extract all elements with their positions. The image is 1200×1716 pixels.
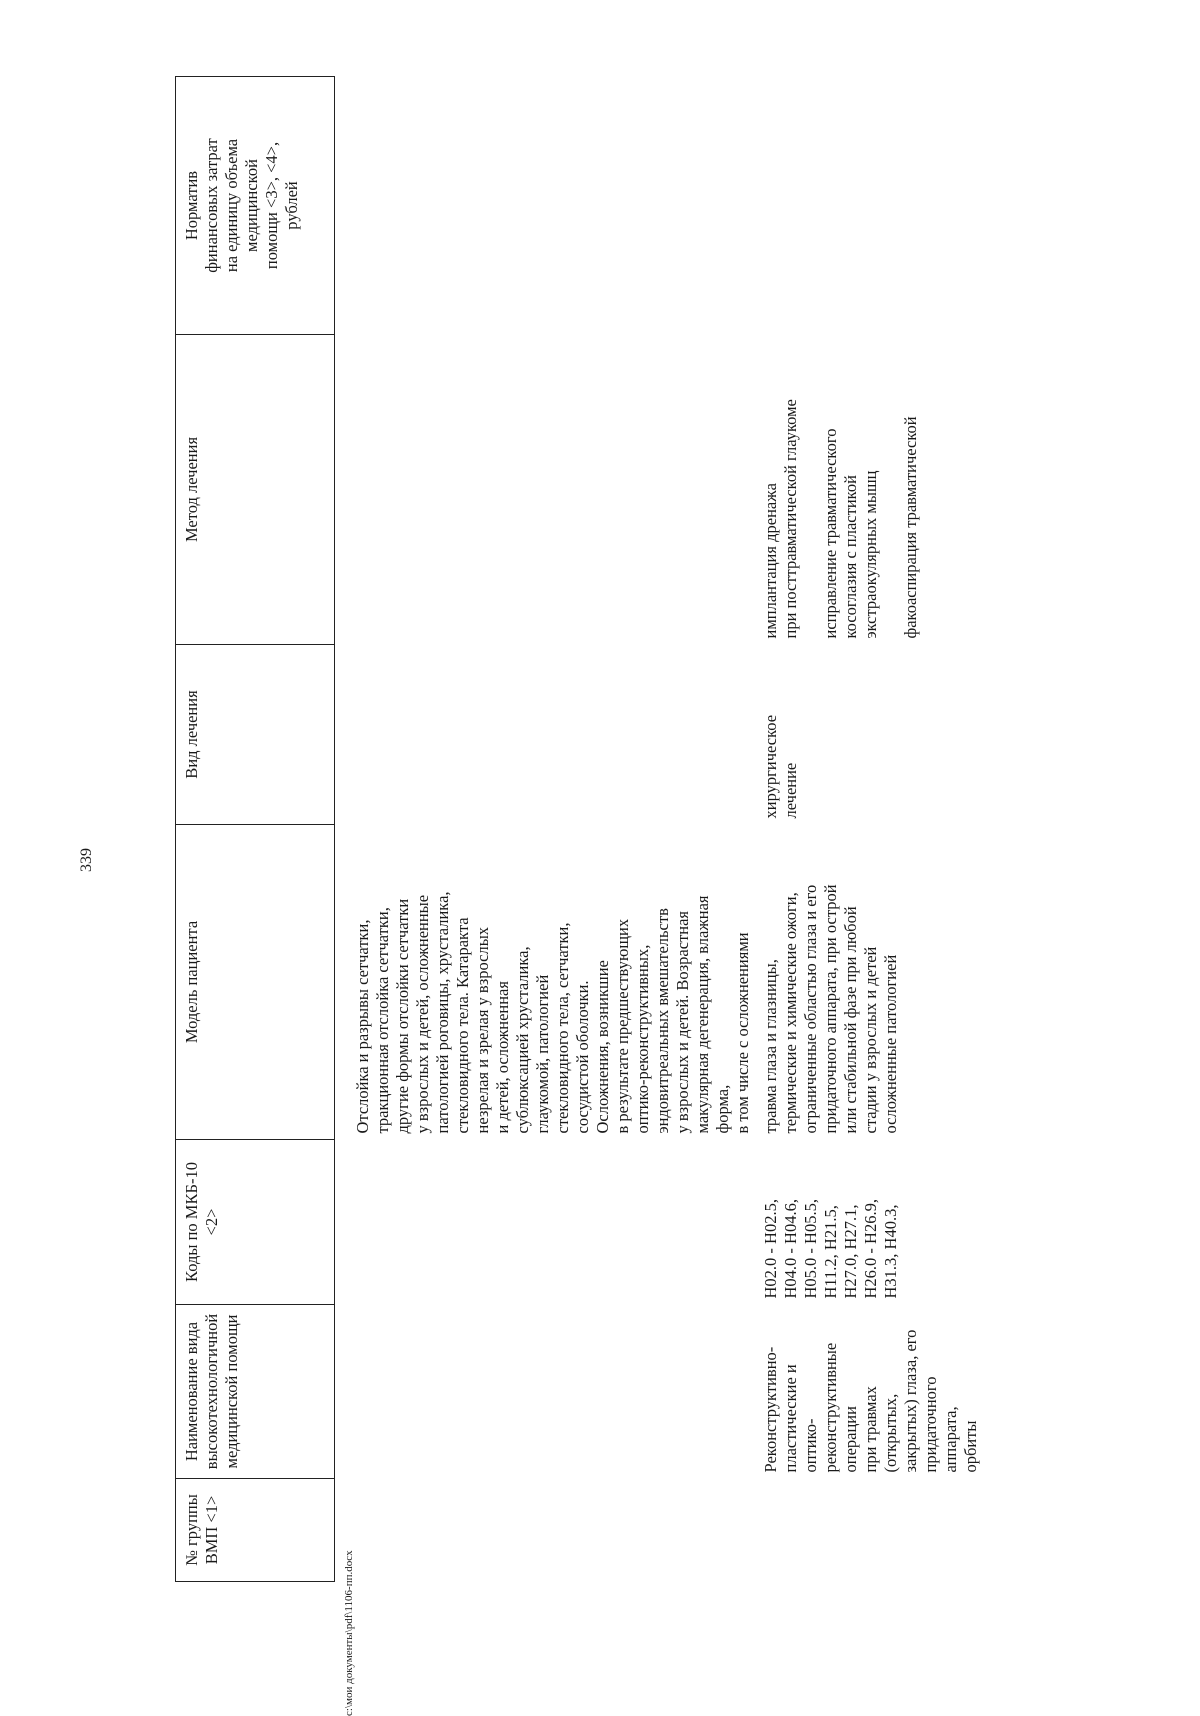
cell-treatment-type [349,645,757,825]
cell-treatment-type: хирургическое лечение [761,714,800,819]
footer-file-path: c:\мои документы\pdf\1106-пп.docx [343,1550,355,1716]
treatment-method-item: исправление травматического косоглазия с пластикой экстраокулярных мышц [821,428,880,639]
cell-group-number [757,1479,985,1582]
cell-treatment-method [757,335,985,645]
header-treatment-method: Метод лечения [176,335,335,645]
rotated-table-container [175,77,1075,1582]
table-row [757,77,985,1582]
cell-treatment-method [349,335,757,645]
cell-patient-model: Отслойка и разрывы сетчатки, тракционная отслойка сетчатки, другие формы отслойки сетчатки у взрослых и детей, осложненные патологией роговицы, хрусталика, стекловидного тела. Катаракта незрелая и зрелая у взрослых и детей, осложненная сублюксацией хрусталика, глаукомой, патологией стекловидного тела, сетчатки, сосудистой оболочки. Осложнения, возникшие в результате предшествующих оптико-реконструктивных, эндовитреальных вмешательств у взрослых и детей. Возрастная макулярная дегенерация, влажная форма, в том числе с осложнениями [353,891,752,1134]
treatment-method-item: факоаспирация травматической [901,416,920,639]
cell-care-type-name [349,1305,757,1479]
table-header-row [176,77,335,1582]
header-patient-model: Модель пациента [176,825,335,1140]
header-icd-codes: Коды по МКБ-10 <2> [176,1140,335,1305]
cell-care-type-name: Реконструктивно- пластические и оптико- реконструктивные операции при травмах (открытых, закрытых) глаза, его придаточного аппарата, орбиты [761,1329,980,1473]
treatment-method-item: имплантация дренажа при посттравматической глаукоме [761,399,800,639]
header-care-type-name: Наименование вида высокотехнологичной медицинской помощи [176,1305,335,1479]
vmp-table [175,76,985,1582]
cell-patient-model: травма глаза и глазницы, термические и химические ожоги, ограниченные областью глаза и его придаточного аппарата, при острой или стабильной фазе при любой стадии у взрослых и детей осложненные патологией [761,884,900,1134]
table-row [349,77,757,1582]
header-treatment-type: Вид лечения [176,645,335,825]
header-cost-standard: Норматив финансовых затрат на единицу объема медицинской помощи <3>, <4>, рублей [176,77,335,335]
page-number: 339 [78,848,95,872]
cell-cost-standard [757,77,985,335]
cell-cost-standard [349,77,757,335]
cell-icd-codes: H02.0 - H02.5, H04.0 - H04.6, H05.0 - H05.5, H11.2, H21.5, H27.0, H27.1, H26.0 - H26.9, H31.3, H40.3, [761,1199,900,1299]
header-group-number: № группы ВМП <1> [176,1479,335,1582]
cell-group-number [349,1479,757,1582]
cell-icd-codes [349,1140,757,1305]
